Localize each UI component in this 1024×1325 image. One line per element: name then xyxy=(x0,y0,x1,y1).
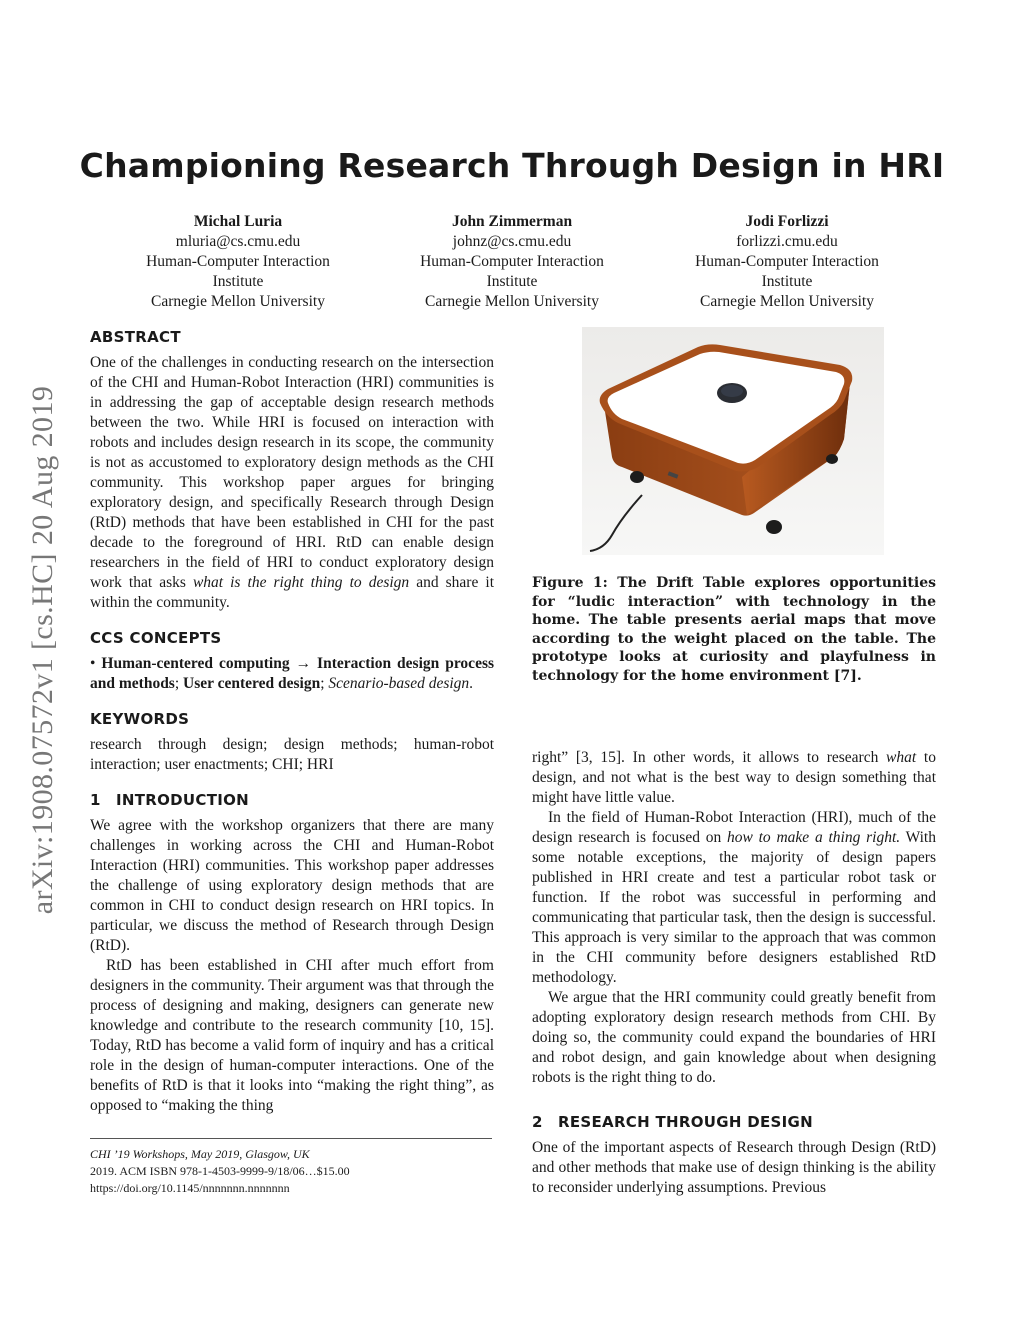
left-column xyxy=(90,327,494,1116)
author-department: Human-Computer Interaction xyxy=(695,253,879,270)
arxiv-identifier: arXiv:1908.07572v1 [cs.HC] 20 Aug 2019 xyxy=(26,385,59,915)
ccs-concepts xyxy=(90,654,494,694)
author-email: mluria@cs.cmu.edu xyxy=(175,233,301,250)
abstract-text xyxy=(90,353,494,613)
author-university: Carnegie Mellon University xyxy=(151,293,325,310)
author-block-3 xyxy=(657,212,917,312)
body-paragraph xyxy=(532,808,936,988)
section-title: INTRODUCTION xyxy=(116,791,250,809)
keywords-heading: KEYWORDS xyxy=(90,710,190,728)
section-number: 2 xyxy=(532,1113,543,1131)
author-university: Carnegie Mellon University xyxy=(700,293,874,310)
ccs-concept-1: Human-centered computing xyxy=(101,655,290,672)
abstract-heading: ABSTRACT xyxy=(90,328,181,346)
abstract-text-part: One of the challenges in conducting research on the intersection of the CHI and Human-Robot Interaction (HRI) communities is in addressing the gap of acceptable design research methods between the two. While HRI is focused on interaction with robots and includes design research in its scope, the community is not as accustomed to exploratory design methods as the CHI community. This workshop paper argues for bringing exploratory design, and specifically Research through Design (RtD) methods that have been established in CHI for the past decade to the foreground of HRI. RtD can enable design researchers in the field of HRI to conduct exploratory design work that asks xyxy=(90,354,494,591)
body-text: right” [3, 15]. In other words, it allows to research xyxy=(532,749,887,766)
footnote-isbn: 2019. ACM ISBN 978-1-4503-9999-9/18/06…$15.00 xyxy=(90,1164,350,1178)
author-block-2 xyxy=(382,212,642,312)
section-title: RESEARCH THROUGH DESIGN xyxy=(558,1113,813,1131)
ccs-heading: CCS CONCEPTS xyxy=(90,629,222,647)
author-department: Human-Computer Interaction xyxy=(420,253,604,270)
footnote xyxy=(90,1138,492,1197)
ccs-end: . xyxy=(469,675,474,692)
author-name: John Zimmerman xyxy=(451,213,573,230)
author-name: Michal Luria xyxy=(193,213,283,230)
author-department-cont: Institute xyxy=(212,273,264,290)
author-department: Human-Computer Interaction xyxy=(146,253,330,270)
section-number: 1 xyxy=(90,791,101,809)
body-text: to design, and not what is the best way to design something that might have little value. xyxy=(532,749,936,806)
body-paragraph: One of the important aspects of Research through Design (RtD) and other methods that make use of design thinking is the ability to reconsider underlying assumptions. Previous xyxy=(532,1139,936,1196)
drift-table-photo xyxy=(582,327,884,555)
section-2-heading xyxy=(532,1112,936,1132)
footnote-rule xyxy=(90,1138,492,1139)
section-1-heading xyxy=(90,790,494,810)
author-email: johnz@cs.cmu.edu xyxy=(452,233,572,250)
author-department-cont: Institute xyxy=(486,273,538,290)
keywords-text: research through design; design methods; human-robot interaction; user enactments; CHI; HRI xyxy=(90,736,494,773)
ccs-separator: ; xyxy=(174,675,184,692)
author-department-cont: Institute xyxy=(761,273,813,290)
paper-title: Championing Research Through Design in HRI xyxy=(79,146,945,185)
body-emphasis: what xyxy=(886,749,917,766)
body-text: In the field of Human-Robot Interaction (HRI), much of the design research is focused on xyxy=(532,809,936,846)
intro-paragraph-1: We agree with the workshop organizers that there are many challenges in working across the CHI and Human-Robot Interaction (HRI) communities. This workshop paper addresses the challenge of using exploratory design methods that are common in CHI to conduct design research on HRI topics. In particular, we discuss the method of Research through Design (RtD). xyxy=(90,817,494,954)
author-name: Jodi Forlizzi xyxy=(745,213,829,230)
author-email: forlizzi.cmu.edu xyxy=(736,233,838,250)
body-paragraph: We argue that the HRI community could greatly benefit from adopting exploratory design research methods from CHI. By doing so, the community could expand the boundaries of HRI and robot design, and gain knowledge about when designing robots is the right thing to do. xyxy=(532,989,936,1086)
ccs-concept-2: Interaction design process and methods xyxy=(90,655,495,692)
body-emphasis: how to make a thing right. xyxy=(727,829,901,846)
abstract-emphasis: what is the right thing to design xyxy=(192,574,410,591)
ccs-separator: ; xyxy=(320,675,329,692)
footnote-doi[interactable]: https://doi.org/10.1145/nnnnnnn.nnnnnnn xyxy=(90,1181,290,1195)
body-text: With some notable exceptions, the majority of design papers published in HRI create and test a particular robot task or function. If the robot was successful in performing and communicating that particular task, then the design is successful. This approach is very similar to the approach that was common in the CHI community before designers established RtD methodology. xyxy=(532,829,936,986)
ccs-concept-3: User centered design xyxy=(183,675,321,692)
figure-caption: Figure 1: The Drift Table explores opportunities for “ludic interaction” with technology in the home. The table presents aerial maps that move according to the weight placed on the table. The prototype looks at curiosity and playfulness in technology for the home environment [7]. xyxy=(532,575,936,684)
ccs-concept-4: Scenario-based design xyxy=(328,675,470,692)
ccs-bullet: • xyxy=(90,655,102,672)
abstract-text-end: and share it within the community. xyxy=(90,574,495,611)
right-column xyxy=(532,748,936,1198)
body-paragraph xyxy=(532,748,936,808)
footnote-venue: CHI ’19 Workshops, May 2019, Glasgow, UK xyxy=(90,1147,310,1161)
intro-paragraph-2: RtD has been established in CHI after much effort from designers in the community. Their argument was that through the process of designing and making, designers can generate new knowledge and contribute to the research community [10, 15]. Today, RtD has become a valid form of inquiry and has a critical role in the design of human-computer interactions. One of the benefits of RtD is that it looks into “making the right thing”, as opposed to “making the thing xyxy=(90,957,494,1114)
author-block-1 xyxy=(108,212,368,312)
ccs-arrow: → xyxy=(289,655,318,672)
author-university: Carnegie Mellon University xyxy=(425,293,599,310)
